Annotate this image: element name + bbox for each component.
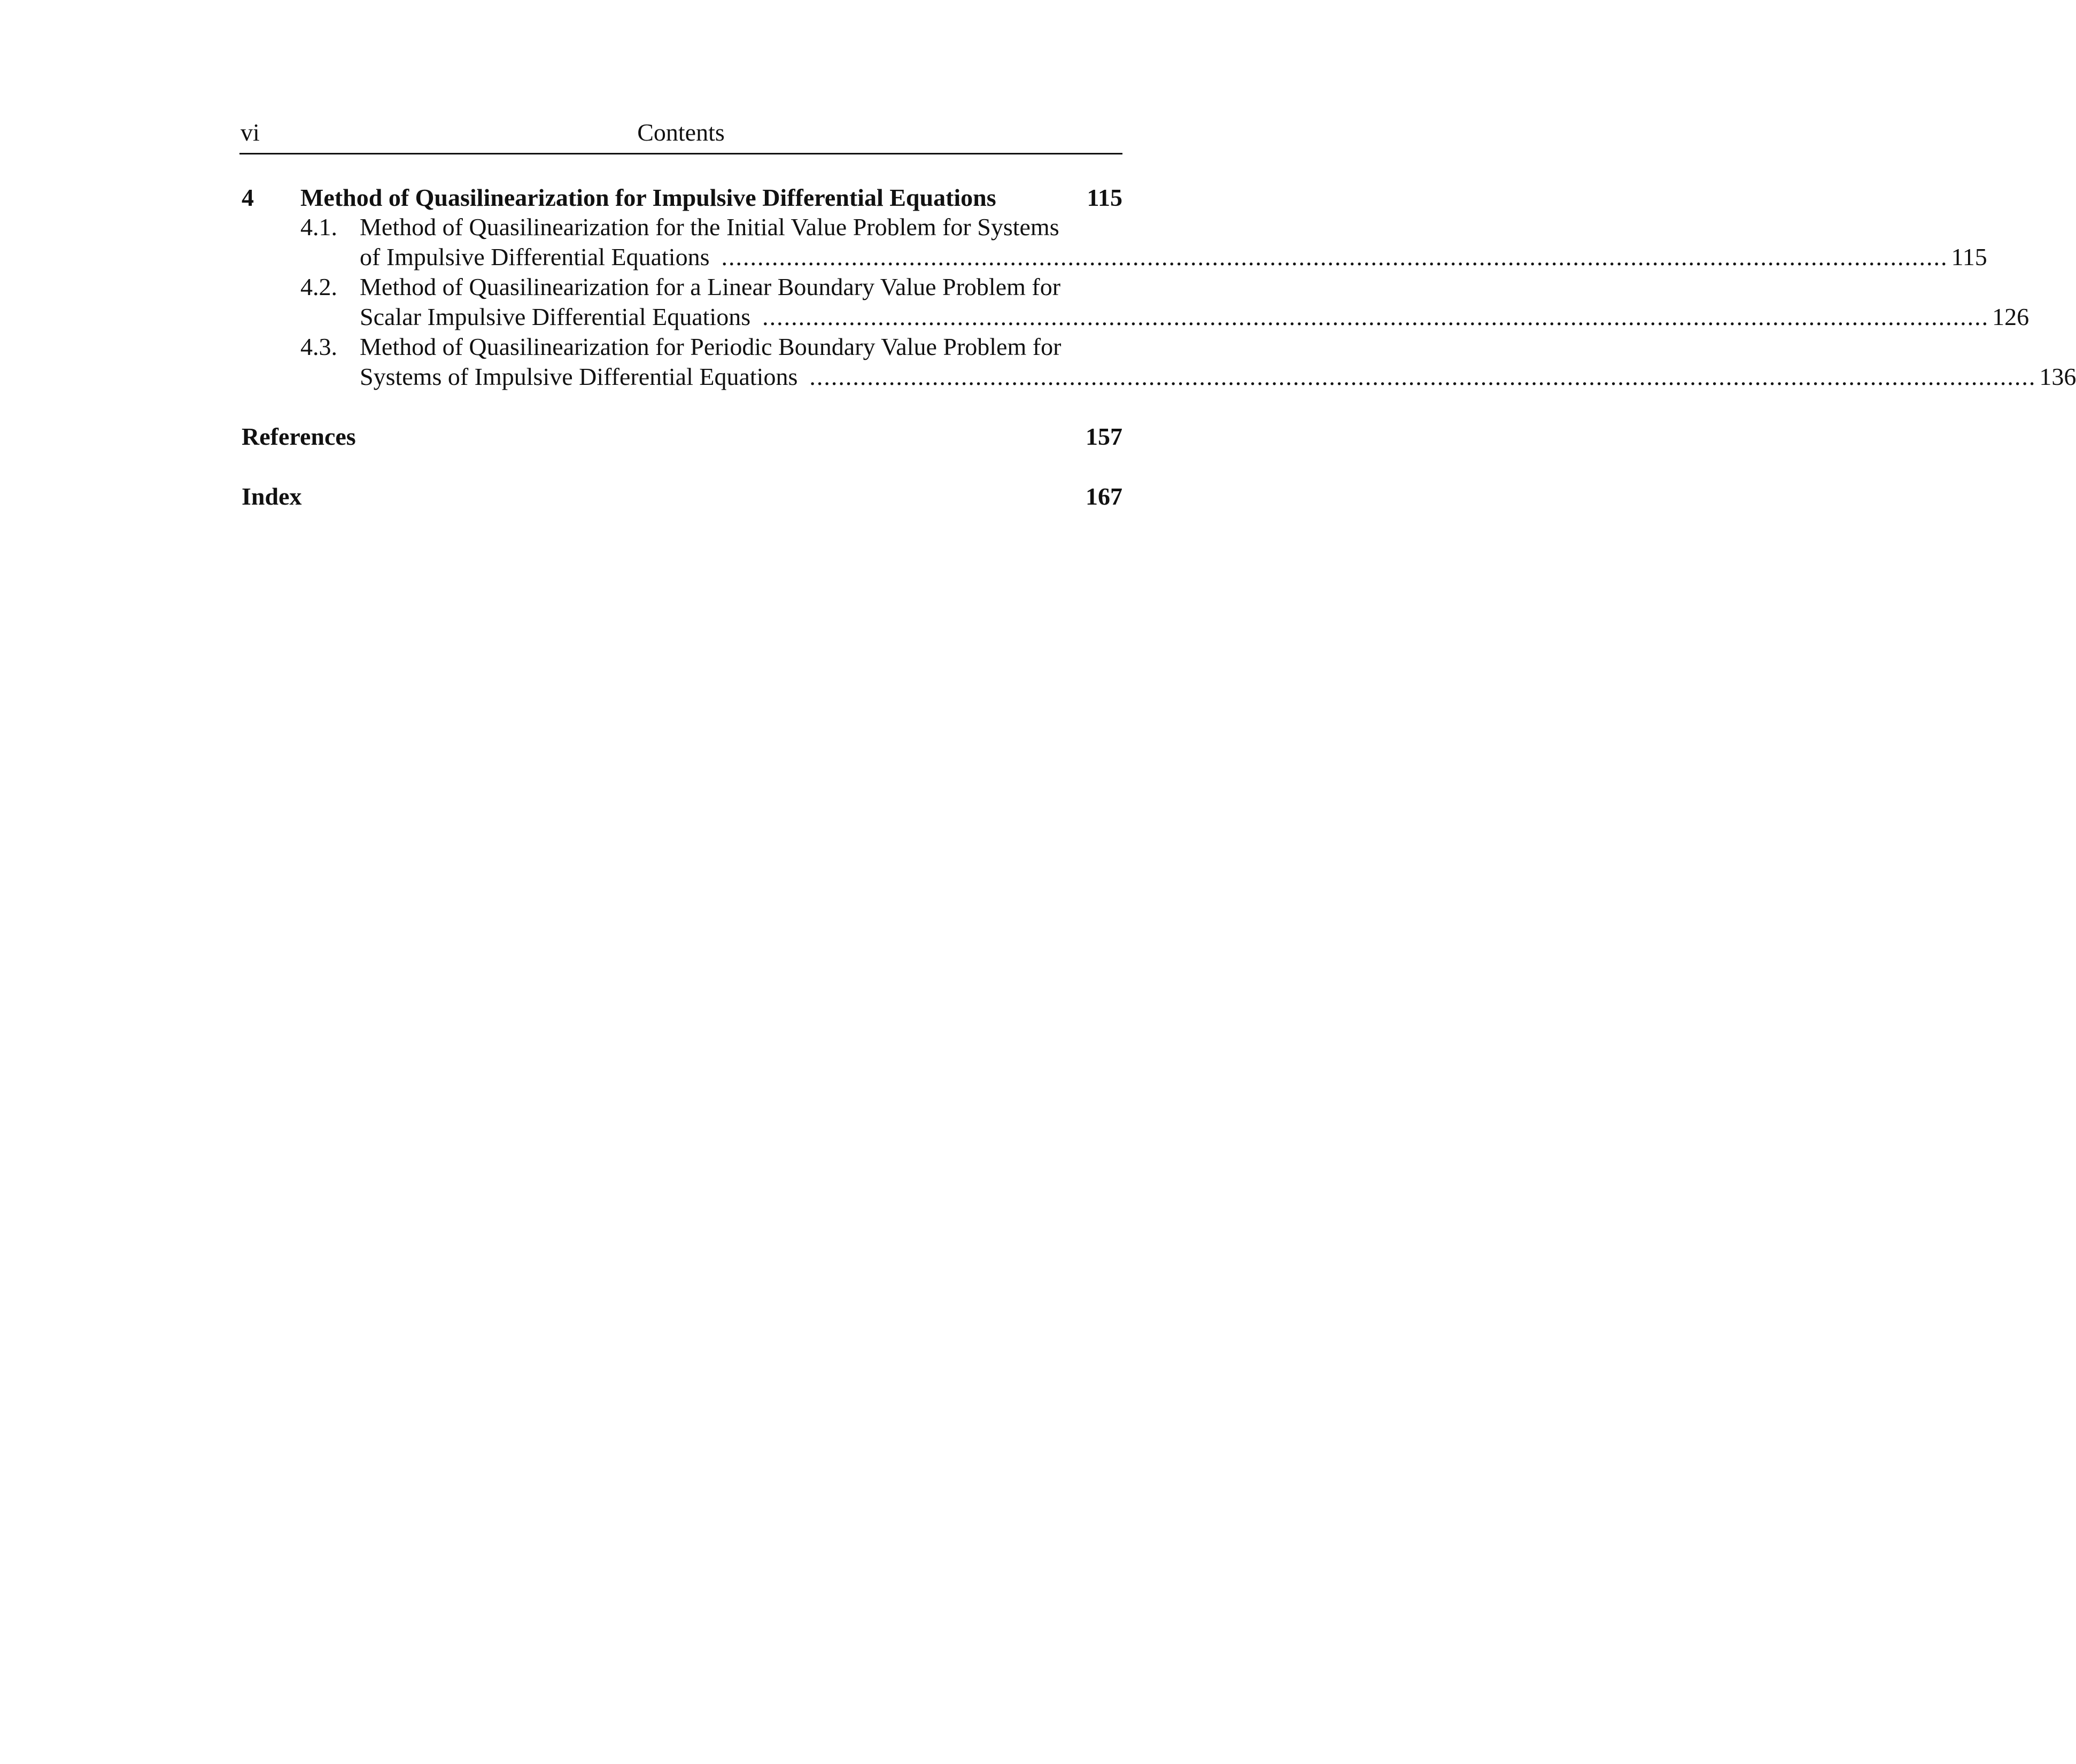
toc-references-entry <box>242 422 1122 452</box>
dot-leader-row <box>360 242 1987 272</box>
chapter-number: 4 <box>242 184 254 211</box>
dot-leader-row <box>360 362 2076 392</box>
toc-section-entry <box>242 272 1122 302</box>
section-title-line2: of Impulsive Differential Equations <box>360 243 710 270</box>
section-title-line2: Scalar Impulsive Differential Equations <box>360 303 751 330</box>
toc-section-entry <box>242 332 1122 362</box>
dot-leader: .......................................................................................................................................................................... <box>762 303 1989 330</box>
section-title-line1: Method of Quasilinearization for the Initial Value Problem for Systems <box>360 213 1059 241</box>
references-page: 157 <box>1086 423 1122 450</box>
running-head <box>239 112 1122 154</box>
toc-section-entry-cont <box>242 302 2029 332</box>
dot-leader: .......................................................................................................................................................................... <box>809 363 2036 390</box>
chapter-page: 115 <box>1087 184 1122 211</box>
running-title: Contents <box>637 119 725 146</box>
section-title-line1: Method of Quasilinearization for Periodic Boundary Value Problem for <box>360 333 1062 360</box>
section-page: 126 <box>1992 303 2029 330</box>
section-page: 115 <box>1951 243 1987 270</box>
toc-chapter-entry <box>242 183 1122 213</box>
dot-leader-row <box>360 302 2029 332</box>
toc-section-entry-cont <box>242 362 2076 392</box>
chapter-title: Method of Quasilinearization for Impulsive Differential Equations <box>300 184 996 211</box>
section-number: 4.2. <box>300 273 337 300</box>
section-title-line1: Method of Quasilinearization for a Linear Boundary Value Problem for <box>360 273 1061 300</box>
toc-section-entry <box>242 212 1122 242</box>
index-title: Index <box>242 483 302 510</box>
section-page: 136 <box>2039 363 2076 390</box>
section-number: 4.3. <box>300 333 337 360</box>
section-title-line2: Systems of Impulsive Differential Equations <box>360 363 798 390</box>
index-page: 167 <box>1086 483 1122 510</box>
page-number: vi <box>241 119 260 146</box>
toc-index-entry <box>242 482 1122 512</box>
dot-leader: .......................................................................................................................................................................... <box>721 243 1948 270</box>
references-title: References <box>242 423 356 450</box>
section-number: 4.1. <box>300 213 337 241</box>
toc-section-entry-cont <box>242 242 1987 272</box>
